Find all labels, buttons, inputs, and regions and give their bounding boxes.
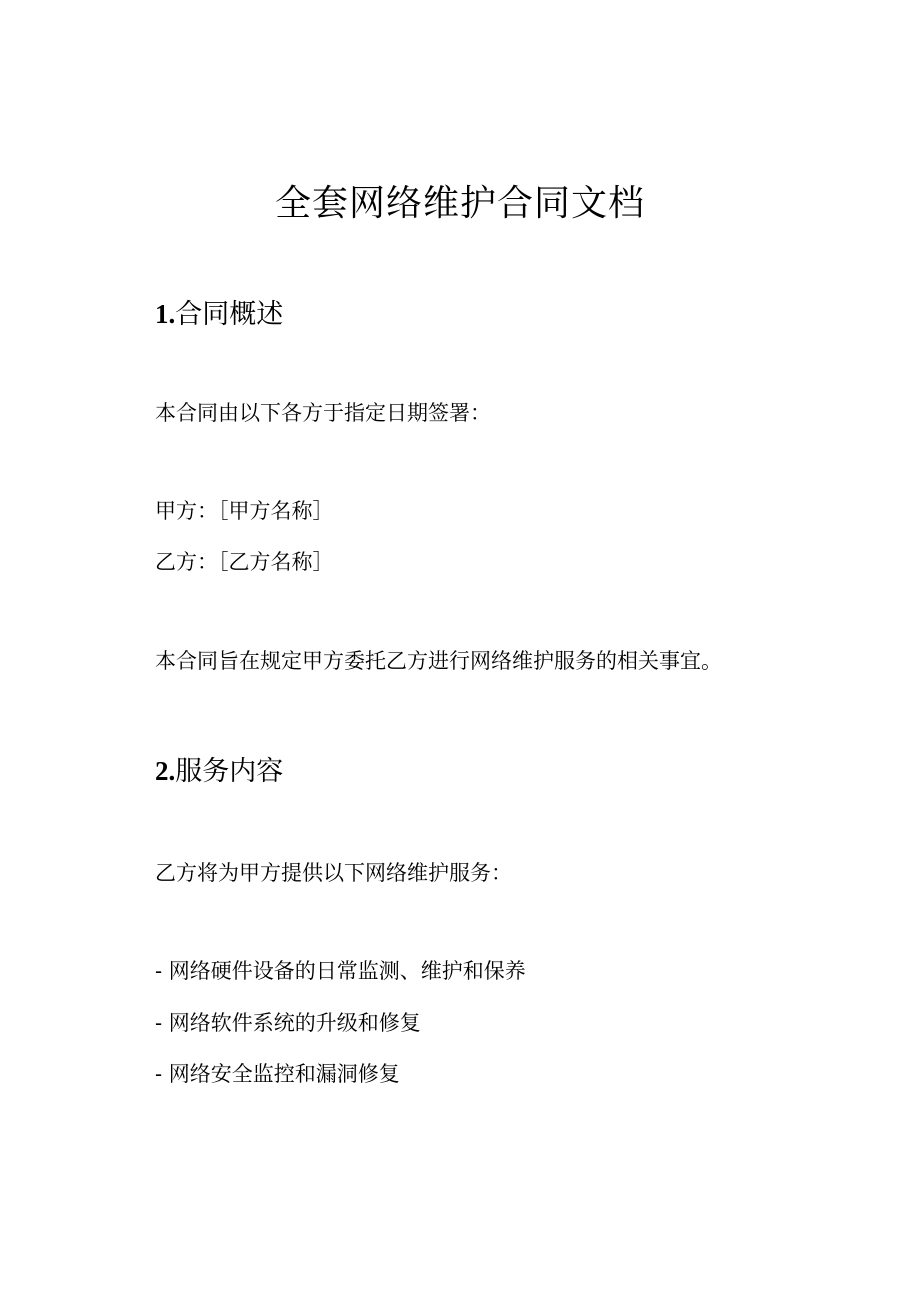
- section-2-title: 服务内容: [175, 756, 284, 787]
- section-1-intro: 本合同由以下各方于指定日期签署：: [155, 401, 491, 425]
- section-1-number: 1.: [155, 299, 176, 329]
- list-item: - 网络硬件设备的日常监测、维护和保养: [155, 959, 526, 983]
- list-item: - 网络安全监控和漏洞修复: [155, 1062, 400, 1086]
- document-title: 全套网络维护合同文档: [274, 183, 645, 224]
- list-item: - 网络软件系统的升级和修复: [155, 1011, 421, 1035]
- section-2-heading: [155, 753, 283, 790]
- section-2-number: 2.: [155, 756, 176, 786]
- party-a-line: 甲方：［甲方名称］: [155, 499, 334, 523]
- section-1-heading: [155, 296, 283, 333]
- section-1-purpose: 本合同旨在规定甲方委托乙方进行网络维护服务的相关事宜。: [155, 649, 722, 673]
- section-1-title: 合同概述: [175, 299, 284, 330]
- party-b-line: 乙方：［乙方名称］: [155, 550, 334, 574]
- section-2-intro: 乙方将为甲方提供以下网络维护服务：: [155, 861, 512, 885]
